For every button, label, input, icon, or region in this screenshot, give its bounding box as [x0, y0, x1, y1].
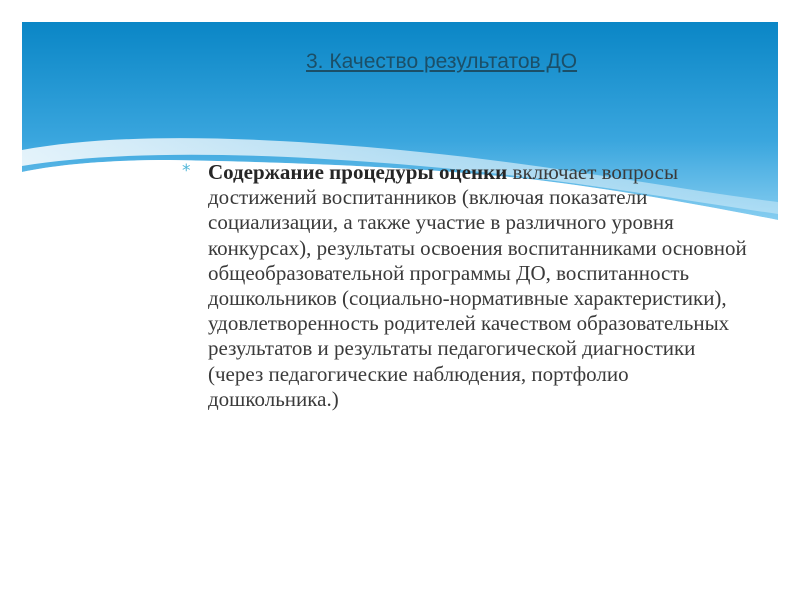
bullet-bold-lead: Содержание процедуры оценки: [208, 160, 508, 184]
slide-title: 3. Качество результатов ДО: [306, 50, 578, 73]
bullet-body-text: включает вопросы достижений воспитанников (включая показатели социализации, а также участие в различного уровня конкурсах), результаты освоения воспитанниками основной общеобразовательной программы ДО, воспитанность дошкольников (социально-нормативные характеристики), удовлетворенность родителей качеством образовательных результатов и результаты педагогической диагностики (через педагогические наблюдения, портфолио дошкольника.): [208, 160, 747, 411]
bullet-paragraph: [208, 160, 748, 412]
asterisk-bullet-icon: *: [182, 161, 191, 181]
